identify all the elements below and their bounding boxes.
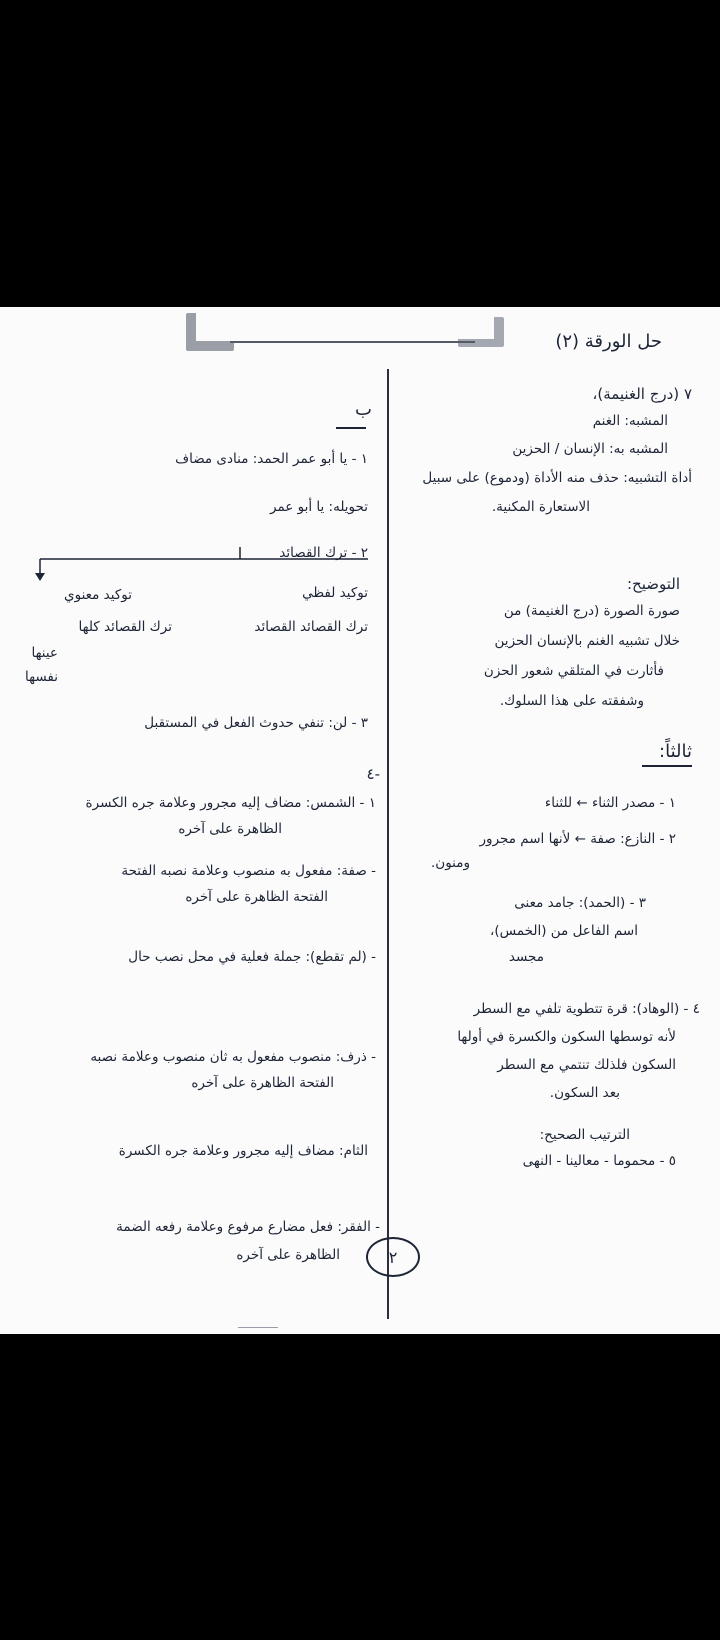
tawkid-manawi-example: ترك القصائد كلها [78,619,172,635]
s4-item-3: - (لم تقطع): جملة فعلية في محل نصب حال [128,949,376,965]
section-ba: ب [355,399,372,420]
s4-item-2: - صفة: مفعول به منصوب وعلامة نصبه الفتحة [121,863,376,879]
q7-heading: ٧ (درج الغنيمة)، [592,385,692,403]
s4-item-6: - الفقر: فعل مضارع مرفوع وعلامة رفعه الضمة [116,1219,380,1235]
item-1: ١ - مصدر الثناء ← للثناء [544,795,676,811]
q7-line-1: المشبه: الغنم [592,413,668,429]
page-number: ٢ [388,1247,398,1267]
tawkid-manawi-nafs: نفسها [25,669,58,685]
q7-line-4: الاستعارة المكنية. [491,499,590,515]
bottom-mark [238,1327,278,1328]
item-5: ٥ - محموما - معالينا - النهى [522,1153,676,1169]
left-item-2: ٢ - ترك القصائد [279,545,368,561]
s4-item-5: الثام: مضاف إليه مجرور وعلامة جره الكسرة [118,1143,368,1159]
item-4-cont-2: السكون فلذلك تنتمي مع السطر [497,1057,676,1073]
section-4: -٤ [366,765,380,783]
item-4-cont-3: بعد السكون. [549,1085,620,1101]
left-item-1: ١ - يا أبو عمر الحمد: منادى مضاف [175,451,368,467]
left-item-3: ٣ - لن: تنفي حدوث الفعل في المستقبل [144,715,368,731]
tawdih-title: التوضيح: [626,575,680,593]
tawdih-line-2: خلال تشبيه الغنم بالإنسان الحزين [494,633,680,649]
branch-arrows [0,307,720,1334]
q7-line-2: المشبه به: الإنسان / الحزين [512,441,668,457]
tawdih-line-1: صورة الصورة (درج الغنيمة) من [503,603,680,619]
s4-item-1: ١ - الشمس: مضاف إليه مجرور وعلامة جره الكسرة [85,795,376,811]
handwritten-sheet [0,307,720,1334]
q7-line-3: أداة التشبيه: حذف منه الأداة (ودموع) على سبيل [422,470,692,486]
page-heading: حل الورقة (٢) [555,331,662,352]
item-4: ٤ - (الوهاد): قرة تتطوية تلفي مع السطر [473,1001,700,1017]
thalithan-heading: ثالثاً: [659,741,692,762]
s4-item-4: - ذرف: منصوب مفعول به ثان منصوب وعلامة نصبه [90,1049,376,1065]
tawdih-line-3: فأثارت في المتلقي شعور الحزن [483,663,664,679]
s4-item-1-cont: الظاهرة على آخره [178,821,282,837]
tawdih-line-4: وشفقته على هذا السلوك. [499,693,644,709]
s4-item-6-cont: الظاهرة على آخره [236,1247,340,1263]
item-3: ٣ - (الحمد): جامد معنى [514,895,646,911]
item-3-cont: اسم الفاعل من (الخمس)، [490,923,638,939]
s4-item-2-cont: الفتحة الظاهرة على آخره [185,889,328,905]
item-3-extra: مجسد [508,949,544,965]
tawkid-manawi-ayn: عينها [31,645,58,661]
item-2-cont: ومنون. [430,855,470,871]
s4-item-4-cont: الفتحة الظاهرة على آخره [191,1075,334,1091]
item-5-label: الترتيب الصحيح: [539,1127,630,1143]
item-4-cont-1: لأنه توسطها السكون والكسرة في أولها [457,1029,676,1045]
tawkid-lafzi: توكيد لفظي [302,585,368,601]
page-number-circle [366,1237,420,1277]
item-2: ٢ - النازع: صفة ← لأنها اسم مجرور [479,831,676,847]
tawkid-lafzi-example: ترك القصائد القصائد [254,619,368,635]
left-item-1-tahwil: تحويله: يا أبو عمر [270,499,368,515]
tawkid-manawi: توكيد معنوي [64,587,132,603]
